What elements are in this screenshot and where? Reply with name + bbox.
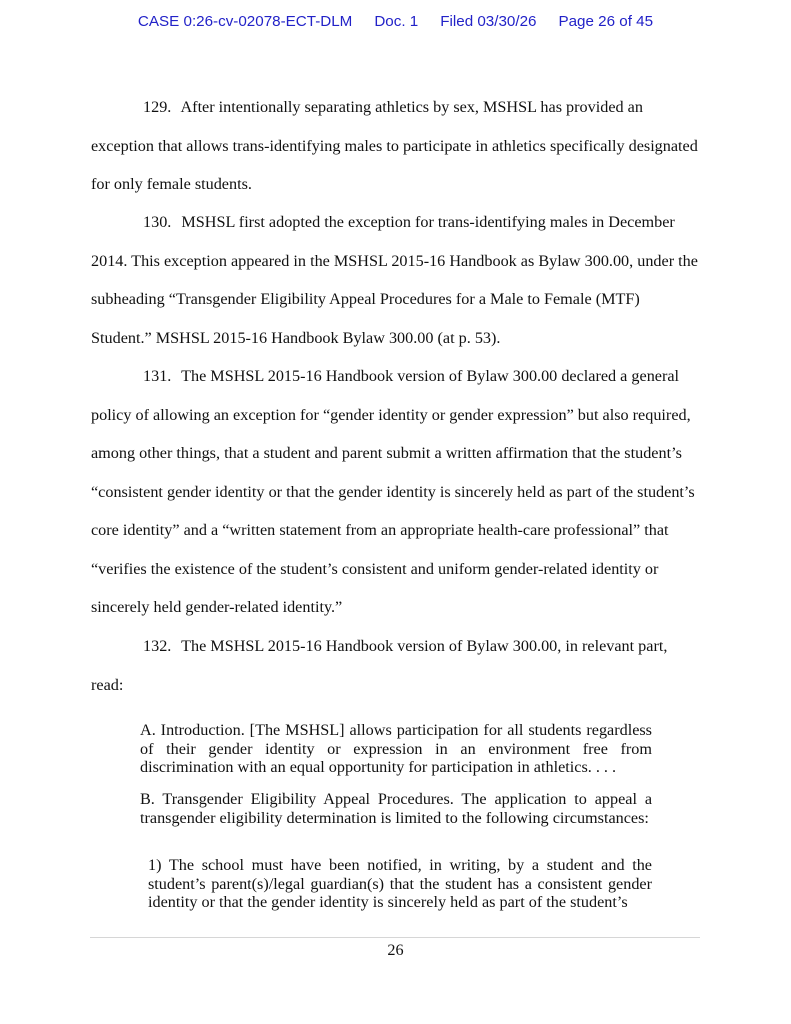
paragraph-132 bbox=[91, 627, 702, 704]
paragraph-text: MSHSL first adopted the exception for trans-identifying males in December 2014. This exception appeared in the MSHSL 2015-16 Handbook as Bylaw 300.00, under the subheading “Transgender Eligibility Appeal Procedures for a Male to Female (MTF) Student.” MSHSL 2015-16 Handbook Bylaw 300.00 (at p. 53). bbox=[91, 213, 698, 347]
page-of-total: Page 26 of 45 bbox=[558, 13, 654, 30]
block-quote-section-b: B. Transgender Eligibility Appeal Procedures. The application to appeal a transgender eligibility determination is limited to the following circumstances: bbox=[140, 790, 652, 827]
paragraph-text: After intentionally separating athletics by sex, MSHSL has provided an exception that allows trans-identifying males to participate in athletics specifically designated for only female students. bbox=[91, 98, 698, 193]
paragraph-text: The MSHSL 2015-16 Handbook version of Bylaw 300.00 declared a general policy of allowing an exception for “gender identity or gender expression” but also required, among other things, that a student and parent submit a written affirmation that the student’s “consistent gender identity or that the gender identity is sincerely held as part of the student’s core identity” and a “written statement from an appropriate health-care professional” that “verifies the existence of the student’s consistent and uniform gender-related identity or sincerely held gender-related identity.” bbox=[91, 367, 695, 616]
block-quote-section-a: A. Introduction. [The MSHSL] allows participation for all students regardless of their gender identity or expression in an environment free from discrimination with an equal opportunity for participation in athletics. . . . bbox=[140, 721, 652, 777]
paragraph-number: 129. bbox=[143, 98, 172, 116]
filed-date: Filed 03/30/26 bbox=[440, 13, 537, 30]
case-number: CASE 0:26-cv-02078-ECT-DLM bbox=[137, 13, 353, 30]
block-quote-item-1: 1) The school must have been notified, in writing, by a student and the student’s parent(s)/legal guardian(s) that the student has a consistent gender identity or that the gender identity is sincerely held as part of the student’s bbox=[148, 856, 652, 912]
paragraph-number: 132. bbox=[143, 637, 172, 655]
paragraph-131 bbox=[91, 357, 702, 627]
paragraph-130 bbox=[91, 203, 702, 357]
paragraph-text: The MSHSL 2015-16 Handbook version of Bylaw 300.00, in relevant part, read: bbox=[91, 637, 668, 694]
paragraph-number: 130. bbox=[143, 213, 172, 231]
case-header bbox=[0, 13, 791, 30]
paragraph-number: 131. bbox=[143, 367, 172, 385]
page-number: 26 bbox=[387, 941, 404, 959]
paragraph-129 bbox=[91, 88, 702, 204]
footer-divider bbox=[90, 937, 700, 938]
doc-number: Doc. 1 bbox=[374, 13, 419, 30]
